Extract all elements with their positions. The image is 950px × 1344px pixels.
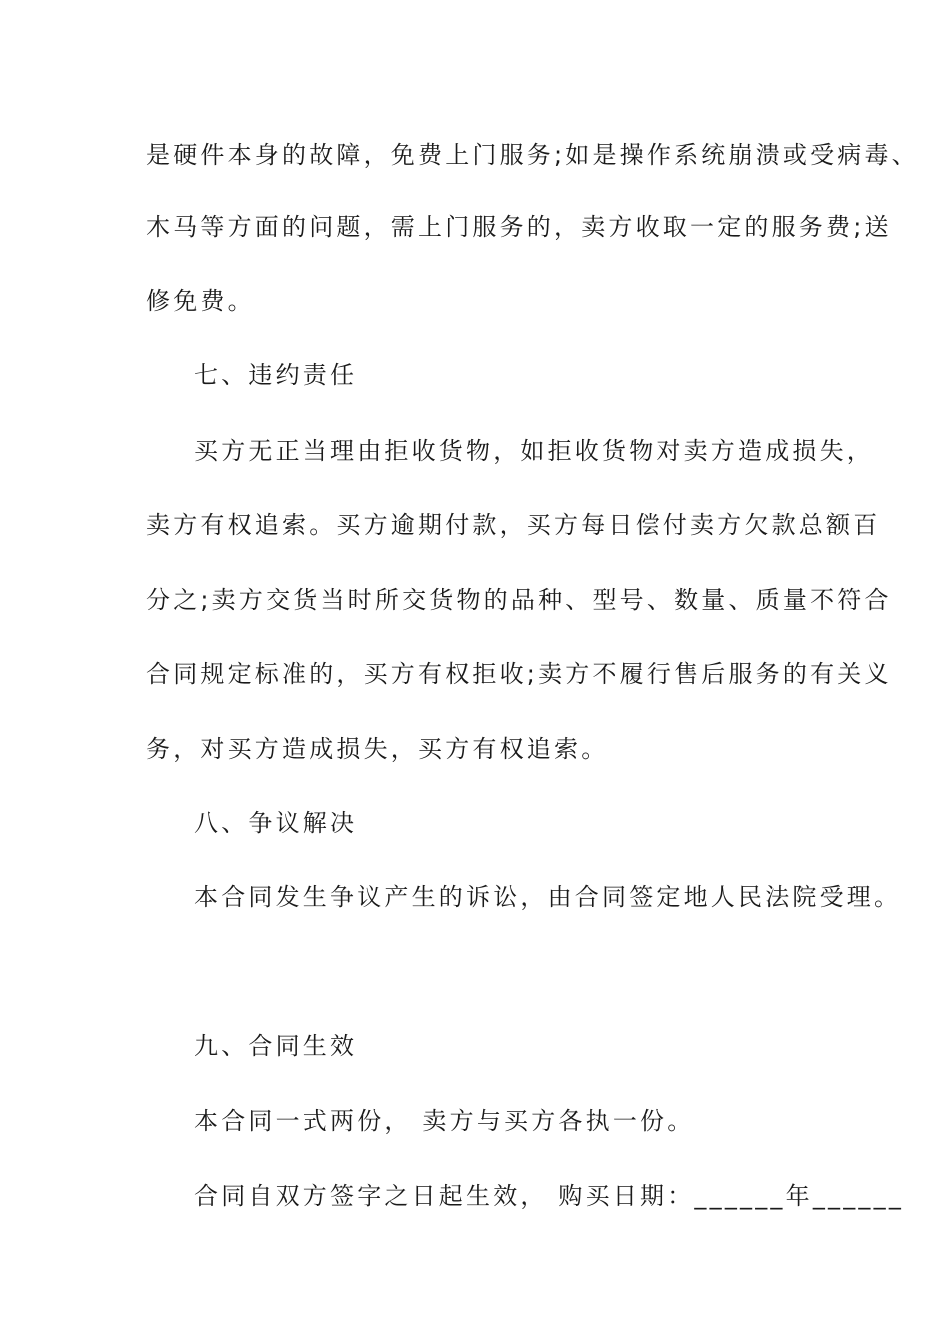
- paragraph-line-8: 务，对买方造成损失，买方有权追索。: [146, 735, 609, 763]
- paragraph-line-9: 本合同发生争议产生的诉讼，由合同签定地人民法院受理。: [194, 883, 902, 911]
- paragraph-line-6: 分之;卖方交货当时所交货物的品种、型号、数量、质量不符合: [146, 586, 892, 614]
- section-heading-effect: 九、合同生效: [194, 1032, 358, 1060]
- section-heading-dispute: 八、争议解决: [194, 809, 358, 837]
- paragraph-line-7: 合同规定标准的，买方有权拒收;卖方不履行售后服务的有关义: [146, 660, 892, 688]
- paragraph-line-1: 是硬件本身的故障，免费上门服务;如是操作系统崩溃或受病毒、: [146, 141, 919, 169]
- section-heading-breach: 七、违约责任: [194, 361, 358, 389]
- paragraph-line-3: 修免费。: [146, 287, 255, 315]
- paragraph-line-10: 本合同一式两份， 卖方与买方各执一份。: [194, 1107, 695, 1135]
- paragraph-line-2: 木马等方面的问题，需上门服务的，卖方收取一定的服务费;送: [146, 213, 892, 241]
- paragraph-line-5: 卖方有权追索。买方逾期付款，买方每日偿付卖方欠款总额百: [146, 511, 881, 539]
- paragraph-line-11: 合同自双方签字之日起生效， 购买日期：______年______: [194, 1182, 905, 1210]
- paragraph-line-4: 买方无正当理由拒收货物，如拒收货物对卖方造成损失，: [194, 437, 874, 465]
